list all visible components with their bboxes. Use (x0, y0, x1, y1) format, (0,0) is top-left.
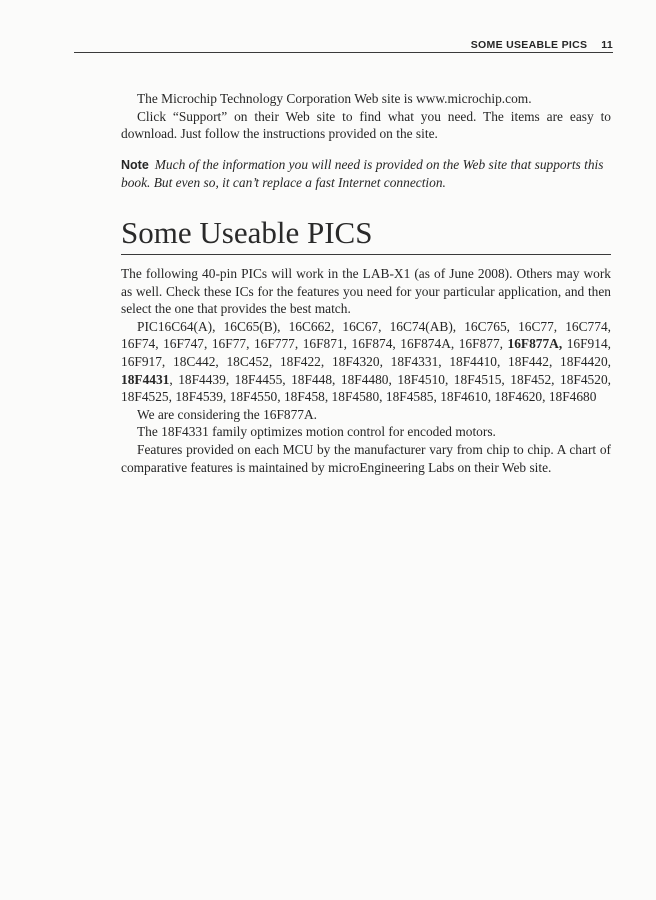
running-head-text (465, 39, 613, 51)
pic-list-highlight-1: 16F877A, (507, 336, 563, 352)
intro-block (121, 90, 611, 143)
header-rule (74, 52, 613, 53)
pic-list-highlight-2: 18F4431 (121, 371, 170, 387)
pic-list-part-2: 16F914, 16F917, 18C442, 18C452, 18F422, 18F4320, 18F4331, 18F4410, 18F442, 18F4420, (121, 336, 611, 369)
main-paragraph-1: The following 40-pin PICs will work in the LAB-X1 (as of June 2008). Others may work as well. Check these ICs for the features you need for your particular application, and then select the one that provides the best match. (121, 266, 611, 317)
pic-list-part-3: , 18F4439, 18F4455, 18F448, 18F4480, 18F4510, 18F4515, 18F452, 18F4520, 18F4525, 18F4539, 18F4550, 18F458, 18F4580, 18F4585, 18F4610, 18F4620, 18F4680 (121, 371, 611, 405)
intro-paragraph-1: The Microchip Technology Corporation Web site is www.microchip.com. (137, 91, 532, 106)
pic-list-paragraph (121, 318, 611, 406)
main-paragraph-5: Features provided on each MCU by the manufacturer vary from chip to chip. A chart of comparative features is maintained by microEngineering Labs on their Web site. (121, 441, 611, 475)
main-paragraph-4: The 18F4331 family optimizes motion control for encoded motors. (137, 424, 496, 440)
page-number: 11 (601, 39, 613, 51)
note-label: Note (121, 158, 149, 172)
running-head-title: SOME USEABLE PICS (470, 39, 588, 51)
section-title: Some Useable PICS (121, 215, 373, 250)
note-text: Much of the information you will need is provided on the Web site that supports this book. But even so, it can’t replace a fast Internet connection. (121, 157, 604, 191)
pic-list-part-1: PIC16C64(A), 16C65(B), 16C662, 16C67, 16C74(AB), 16C765, 16C77, 16C774, 16F74, 16F747, 16F77, 16F777, 16F871, 16F874, 16F874A, 16F877, (121, 318, 611, 352)
main-paragraph-3: We are considering the 16F877A. (137, 406, 318, 422)
note-block (121, 156, 611, 193)
running-head (74, 38, 613, 56)
intro-paragraph-2: Click “Support” on their Web site to find what you need. The items are easy to download. Just follow the instructions provided on the site. (121, 108, 611, 142)
main-block (121, 265, 611, 476)
section-heading (121, 214, 611, 255)
